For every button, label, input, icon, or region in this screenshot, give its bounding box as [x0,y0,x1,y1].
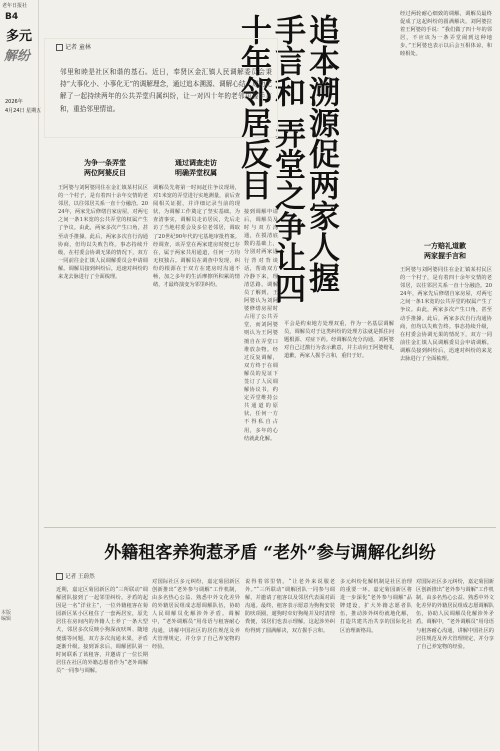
masthead: 老年日报社 [2,3,28,9]
article1-col1: 王阿婆与刘阿婆同住在金汇镇某村民区的一个村子，是有着四十余年交情的老邻居，以往邻居关系一直十分融洽。2024年，两家先后修缮自家房屋，对两宅之间一条1米宽的公共弄堂的权属产生了争议。由此，两家多次产生口角，甚至动手推搡。此后，两家多次自行沟通协商，但均以失败告终。事态持续升级，在村委会协调无果的情况下，双方一同前往金汇镇人民调解委员会申请调解。调解员接到纠纷后，迅速对纠纷的来龙去脉进行了全面梳理。 [58,185,148,281]
date-day: 4月24日 星期五 [5,108,42,114]
byline-text: 记者 王蔚然 [65,574,95,580]
article1-subhead-3: 一方赔礼道歉 两家握手言和 [424,242,466,260]
article2-col1: 近期，嘉定区菊园新区的“三所联动”调解团队接到了一起邻里纠纷。矛盾的起因是一名“洋业主”，一位外籍租客在菊园新区某小区租住了一套两居室，原先居住在房间内的外籍人士养了一条大型犬，邻居多次反映小狗深夜吠叫、随地便溺等问题，双方多次沟通未果，矛盾逐渐升级。接到诉求后，调解团队第一时间联系了该租客，并邀请了一位长期居住在社区的外籍志愿者作为“老外调解员”一同参与调解。 [56,587,148,674]
article1-col4: 经过两轮耐心细致的调解，调解员最终促成了这起纠纷的圆满解决。刘阿婆拉着王阿婆的手说：“我们做了四十年的邻居，不应该为一条弄堂闹到这种地步。”王阿婆也表示以后会互相体谅，和睦相处。 [400,11,492,58]
square-icon [56,44,63,51]
editor-credit: 本版编辑 [1,610,12,622]
article1-headline: 追本溯源促两家人握手言和 弄堂之争让四十年邻居反目 [235,14,339,304]
article1-byline [56,42,91,51]
divider [44,527,496,528]
article1-subhead-1: 为争一条弄堂 两位阿婆反目 [84,159,126,177]
article1-col2: 调解员先将第一时间赶往争议现场，对1米宽的弄堂进行实地测量，前后查阅相关证据，并详细记录当前的现状，为调解工作奠定了坚实基础。为查清事实，调解员走访居民，先后走访了当地村委会及多位老邻居，调取了20世纪90年代的宅基地审批档案。经调查，该弄堂在两家建房时便已存在，属于两家共用通道，任何一方均无权独占。调解员在调查中发现，纠纷的根源在于双方在建房时沟通不畅，加之多年的生活摩擦所积累的情绪，才最终演变为邻里纠纷。 [153,185,240,289]
article1-lead: 邻里和睦是社区和谐的基石。近日，奉贤区金汇镇人民调解委员会秉持“大事化小、小事化无”的调解理念，通过追本溯源、调解心结，成功化解了一起持续两年的公共弄堂归属纠纷，让一对四十年的老邻居握手言和，重拾邻里情谊。 [60,68,272,113]
page-number: B4 [5,12,19,22]
article2-col5: 对国际社区多元纠纷，嘉定菊园新区创新推出“老外参与调解”工作机制，由多名热心公益、熟悉中外文化差异的外籍居民组成志愿调解队伍，协助人民调解员化解涉外矛盾。调解中，“老外调解员”用母语与租客耐心沟通，讲解中国社区的居住规范及养犬管理规定，并分享了自己养宠物的经验。 [416,579,494,650]
section-subtitle: 解纷 [4,49,31,64]
article2-byline [56,572,95,580]
article2-col3: 说得着邻里情。“让老外来说服老外。”“三所联动”调解团队一同参与调解，并邀请了租客以及邻居代表面对面沟通。最终，租客表示愿意为狗狗安装防吠项圈，遛狗时牵好狗绳并及时清理粪便，邻居们也表示理解。这起涉外纠纷得到了圆满解决，双方握手言和。 [245,579,335,634]
square-icon [56,573,63,580]
article2-col2: 对国际社区多元纠纷，嘉定菊园新区创新推出“老外参与调解”工作机制，由多名热心公益、熟悉中外文化差异的外籍居民组成志愿调解队伍，协助人民调解员化解涉外矛盾。调解中，“老外调解员”用母语与租客耐心沟通，讲解中国社区的居住规范及养犬管理规定，并分享了自己养宠物的经验。 [152,579,240,650]
byline-text: 记者 童林 [65,44,91,51]
article2-col4: 多元纠纷化解机制是社区治理的重要一环。嘉定菊园新区将进一步深化“老外参与调解”品牌建设，扩大外籍志愿者队伍，推动涉外纠纷就地化解，打造共建共治共享的国际化社区治理新格局。 [340,579,412,634]
article1-col3b: 平会是约束地方处理双重，作为一名基层调解员，调解员对于这类纠纷的处理方法就是抓住问题根源、对症下药。经调解员充分沟通，刘阿婆对自己过激行为表示歉意，并主动向王阿婆赔礼道歉，两家人握手言和，重归于好。 [284,321,394,360]
article1-col5: 王阿婆与刘阿婆同住在金汇镇某村民区的一个村子，是有着四十余年交情的老邻居，以往邻居关系一直十分融洽。2024年，两家先后修缮自家房屋，对两宅之间一条1米宽的公共弄堂的权属产生了争议。由此，两家多次产生口角，甚至动手推搡。此后，两家多次自行沟通协商，但均以失败告终。事态持续升级，在村委会协调无果的情况下，双方一同前往金汇镇人民调解委员会申请调解。调解员接到纠纷后，迅速对纠纷的来龙去脉进行了全面梳理。 [400,267,492,363]
article1-subhead-2: 通过调查走访 明确弄堂权属 [175,159,217,177]
article2-headline: 外籍租客养狗惹矛盾 “老外”参与调解化纠纷 [104,543,436,563]
article1-col3: 接到调解申请后，调解员及时与双方沟通，在摸清底数的基础上，分别对两家进行背对背谈话，帮助双方冷静下来，理清思路。调解员了解到，王阿婆认为刘阿婆修缮房屋时占用了公共弄堂，而刘阿婆则认为王阿婆擅自在弄堂口堆放杂物。经过反复调解，双方终于在调解员的见证下签订了人民调解协议书，约定弄堂维持公共通道的原状，任何一方不得私自占用，多年的心结就此化解。 [244,209,278,442]
date-year: 2026年 [5,99,23,105]
section-title: 多元 [6,29,33,44]
